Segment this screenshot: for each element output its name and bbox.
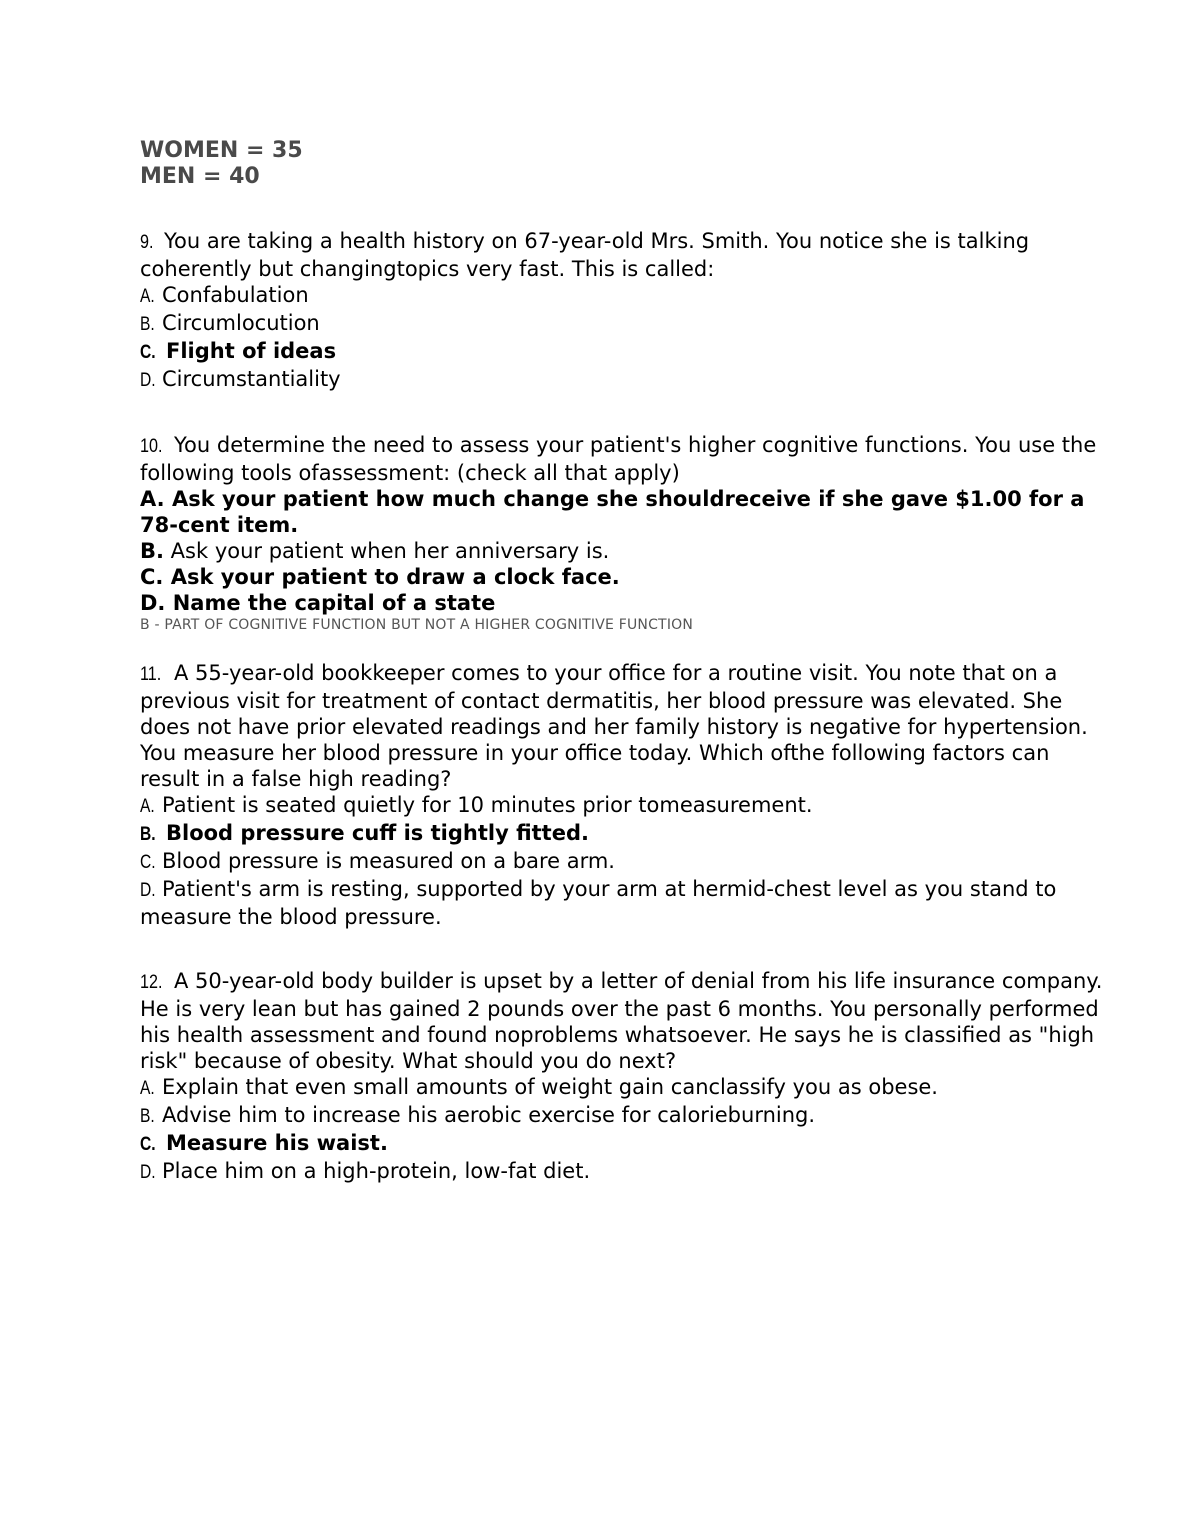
option-b: B. Circumlocution — [140, 311, 320, 335]
option-b-answer: B. Blood pressure cuff is tightly fitted. — [140, 821, 589, 845]
option-c-answer: C. Flight of ideas — [140, 339, 337, 363]
question-10-text — [140, 432, 1115, 486]
question-11 — [140, 660, 1115, 930]
question-9-text — [140, 228, 1115, 282]
option-c: C. Blood pressure is measured on a bare arm. — [140, 849, 615, 873]
men-score: MEN = 40 — [140, 164, 260, 189]
option-a: A. Confabulation — [140, 283, 309, 307]
option-a: A. Explain that even small amounts of weight gain canclassify you as obese. — [140, 1075, 938, 1099]
option-b: B. Ask your patient when her anniversary is. — [140, 539, 610, 563]
option-d-answer: D. Name the capital of a state — [140, 591, 496, 615]
option-a: A. Patient is seated quietly for 10 minutes prior tomeasurement. — [140, 793, 813, 817]
question-stem: A 50-year-old body builder is upset by a letter of denial from his life insurance company. He is very lean but has gained 2 pounds over the past 6 months. You personally performed his health assessment and found noproblems whatsoever. He says he is classified as "high risk" because of obesity. What should you do next? — [140, 969, 1103, 1073]
document-page — [140, 138, 1115, 1186]
option-b: B. Advise him to increase his aerobic exercise for calorieburning. — [140, 1103, 816, 1127]
answer-note: B - PART OF COGNITIVE FUNCTION BUT NOT A HIGHER COGNITIVE FUNCTION — [140, 617, 694, 633]
question-stem: A 55-year-old bookkeeper comes to your office for a routine visit. You note that on a previous visit for treatment of contact dermatitis, her blood pressure was elevated. She does not have prior elevated readings and her family history is negative for hypertension. You measure her blood pressure in your office today. Which ofthe following factors can result in a false high reading? — [140, 661, 1088, 791]
question-number: 12. — [140, 972, 163, 993]
option-c-answer: C. Measure his waist. — [140, 1131, 388, 1155]
option-d: D. Circumstantiality — [140, 367, 341, 391]
question-number: 9. — [140, 232, 154, 253]
option-c-answer: C. Ask your patient to draw a clock face. — [140, 565, 620, 589]
option-d: D. Patient's arm is resting, supported by your arm at hermid-chest level as you stand to measure the blood pressure. — [140, 877, 1057, 929]
question-number: 10. — [140, 436, 163, 457]
question-9 — [140, 228, 1115, 394]
question-stem: You determine the need to assess your patient's higher cognitive functions. You use the following tools ofassessment: (check all that apply) — [140, 433, 1097, 485]
women-score: WOMEN = 35 — [140, 138, 303, 163]
question-12 — [140, 968, 1115, 1186]
question-number: 11. — [140, 664, 162, 685]
question-10 — [140, 432, 1115, 634]
option-a-answer: A. Ask your patient how much change she shouldreceive if she gave $1.00 for a 78-cent item. — [140, 487, 1085, 537]
question-stem: You are taking a health history on 67-year-old Mrs. Smith. You notice she is talking coherently but changingtopics very fast. This is called: — [140, 229, 1030, 281]
question-12-text — [140, 968, 1115, 1074]
question-11-text — [140, 660, 1115, 792]
option-d: D. Place him on a high-protein, low-fat diet. — [140, 1159, 591, 1183]
